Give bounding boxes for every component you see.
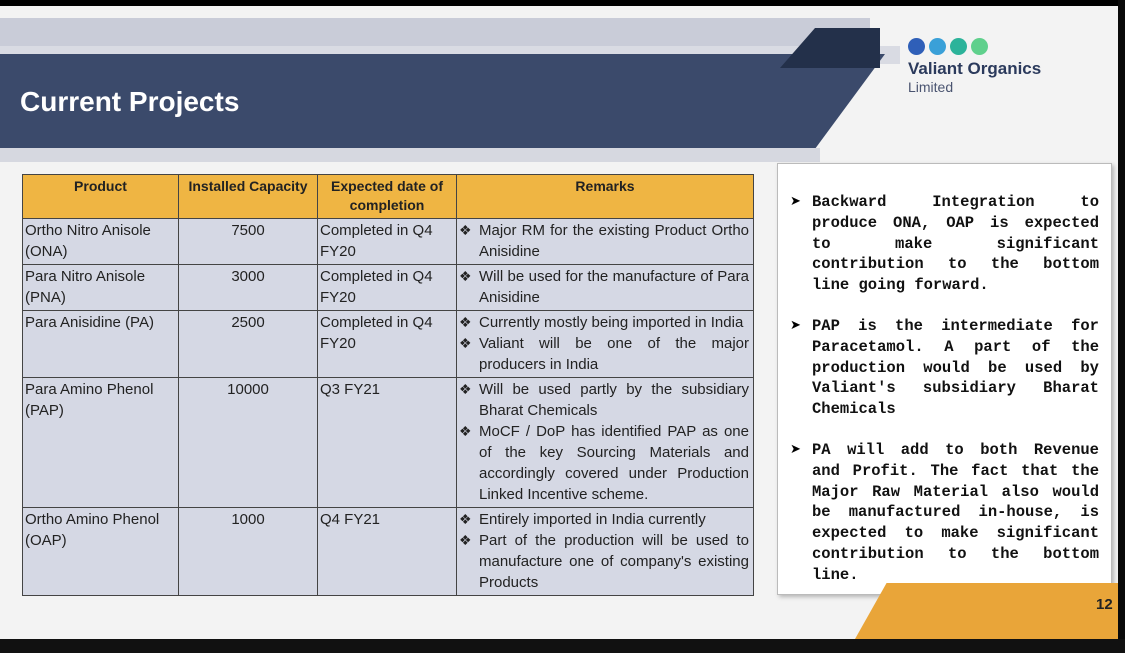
- diamond-bullet-icon: ❖: [459, 222, 472, 238]
- remark-text: Part of the production will be used to manufacture one of company's existing Products: [479, 532, 749, 591]
- arrow-bullet-icon: ➤: [790, 441, 801, 457]
- logo-dot-icon: [950, 38, 967, 55]
- logo-name: Valiant Organics: [908, 59, 1042, 78]
- table-row: [23, 219, 754, 265]
- table-row: [23, 311, 754, 378]
- highlights-box: [777, 163, 1112, 595]
- arrow-bullet-icon: ➤: [790, 317, 801, 333]
- screen-edge-bottom: [0, 639, 1125, 653]
- highlight-text: Backward Integration to produce ONA, OAP is expected to make significant contribution to the bottom line going forward.: [812, 193, 1099, 295]
- remark-item: [459, 220, 751, 262]
- cell-product: Para Amino Phenol (PAP): [23, 378, 179, 508]
- diamond-bullet-icon: ❖: [459, 335, 472, 351]
- logo-subtitle: Limited: [908, 79, 954, 95]
- diamond-bullet-icon: ❖: [459, 314, 472, 330]
- remark-text: Major RM for the existing Product Ortho Anisidine: [479, 222, 749, 260]
- cell-product: Para Anisidine (PA): [23, 311, 179, 378]
- remark-item: [459, 333, 751, 375]
- corner-accent: [855, 583, 1118, 639]
- highlight-text: PA will add to both Revenue and Profit. The fact that the Major Raw Material also would be manufactured in-house, is expected to make significant contribution to the bottom line.: [812, 440, 1099, 584]
- page-number: 12: [1096, 596, 1113, 613]
- cell-installed-capacity: 7500: [179, 219, 318, 265]
- cell-installed-capacity: 1000: [179, 508, 318, 596]
- page-title: Current Projects: [20, 86, 240, 117]
- remark-text: Will be used partly by the subsidiary Bharat Chemicals: [479, 381, 749, 419]
- cell-installed-capacity: 2500: [179, 311, 318, 378]
- remark-text: Valiant will be one of the major producers in India: [479, 335, 749, 373]
- cell-expected-date: Q4 FY21: [318, 508, 457, 596]
- remark-text: Entirely imported in India currently: [479, 511, 706, 528]
- diamond-bullet-icon: ❖: [459, 268, 472, 284]
- remark-text: Currently mostly being imported in India: [479, 314, 744, 331]
- header-expected-date: Expected date of completion: [318, 175, 457, 219]
- header-product: Product: [23, 175, 179, 219]
- table-header-row: [23, 175, 754, 219]
- highlight-text: PAP is the intermediate for Paracetamol. A part of the production would be used by Valiant's subsidiary Bharat Chemicals: [812, 316, 1099, 419]
- logo-dot-icon: [971, 38, 988, 55]
- diamond-bullet-icon: ❖: [459, 381, 472, 397]
- cell-installed-capacity: 3000: [179, 265, 318, 311]
- cell-remarks: [457, 508, 754, 596]
- diamond-bullet-icon: ❖: [459, 532, 472, 548]
- cell-remarks: [457, 219, 754, 265]
- slide: [0, 6, 1118, 639]
- cell-remarks: [457, 311, 754, 378]
- remark-item: [459, 530, 751, 593]
- cell-expected-date: Completed in Q4 FY20: [318, 219, 457, 265]
- logo-dot-icon: [929, 38, 946, 55]
- cell-expected-date: Completed in Q4 FY20: [318, 265, 457, 311]
- remark-item: [459, 509, 751, 530]
- highlight-point: [790, 192, 1099, 296]
- diamond-bullet-icon: ❖: [459, 511, 472, 527]
- remark-text: MoCF / DoP has identified PAP as one of the key Sourcing Materials and accordingly covered under Production Linked Incentive scheme.: [479, 423, 749, 503]
- table-row: [23, 265, 754, 311]
- cell-expected-date: Completed in Q4 FY20: [318, 311, 457, 378]
- highlight-point: [790, 316, 1099, 420]
- projects-table: [22, 174, 753, 596]
- remark-text: Will be used for the manufacture of Para Anisidine: [479, 268, 749, 306]
- arrow-bullet-icon: ➤: [790, 194, 801, 209]
- remark-item: [459, 266, 751, 308]
- table-row: [23, 508, 754, 596]
- cell-product: Para Nitro Anisole (PNA): [23, 265, 179, 311]
- cell-product: Ortho Nitro Anisole (ONA): [23, 219, 179, 265]
- logo-dots-icon: [908, 38, 1108, 55]
- cell-product: Ortho Amino Phenol (OAP): [23, 508, 179, 596]
- remark-item: [459, 312, 751, 333]
- cell-remarks: [457, 378, 754, 508]
- screen-edge-right: [1118, 0, 1125, 653]
- header-remarks: Remarks: [457, 175, 754, 219]
- cell-installed-capacity: 10000: [179, 378, 318, 508]
- company-logo: [908, 38, 1108, 95]
- logo-dot-icon: [908, 38, 925, 55]
- cell-expected-date: Q3 FY21: [318, 378, 457, 508]
- table-row: [23, 378, 754, 508]
- header-installed-capacity: Installed Capacity: [179, 175, 318, 219]
- remark-item: [459, 421, 751, 505]
- cell-remarks: [457, 265, 754, 311]
- highlight-point: [790, 440, 1099, 586]
- title-band-shadow: [0, 148, 820, 162]
- remark-item: [459, 379, 751, 421]
- diamond-bullet-icon: ❖: [459, 423, 472, 439]
